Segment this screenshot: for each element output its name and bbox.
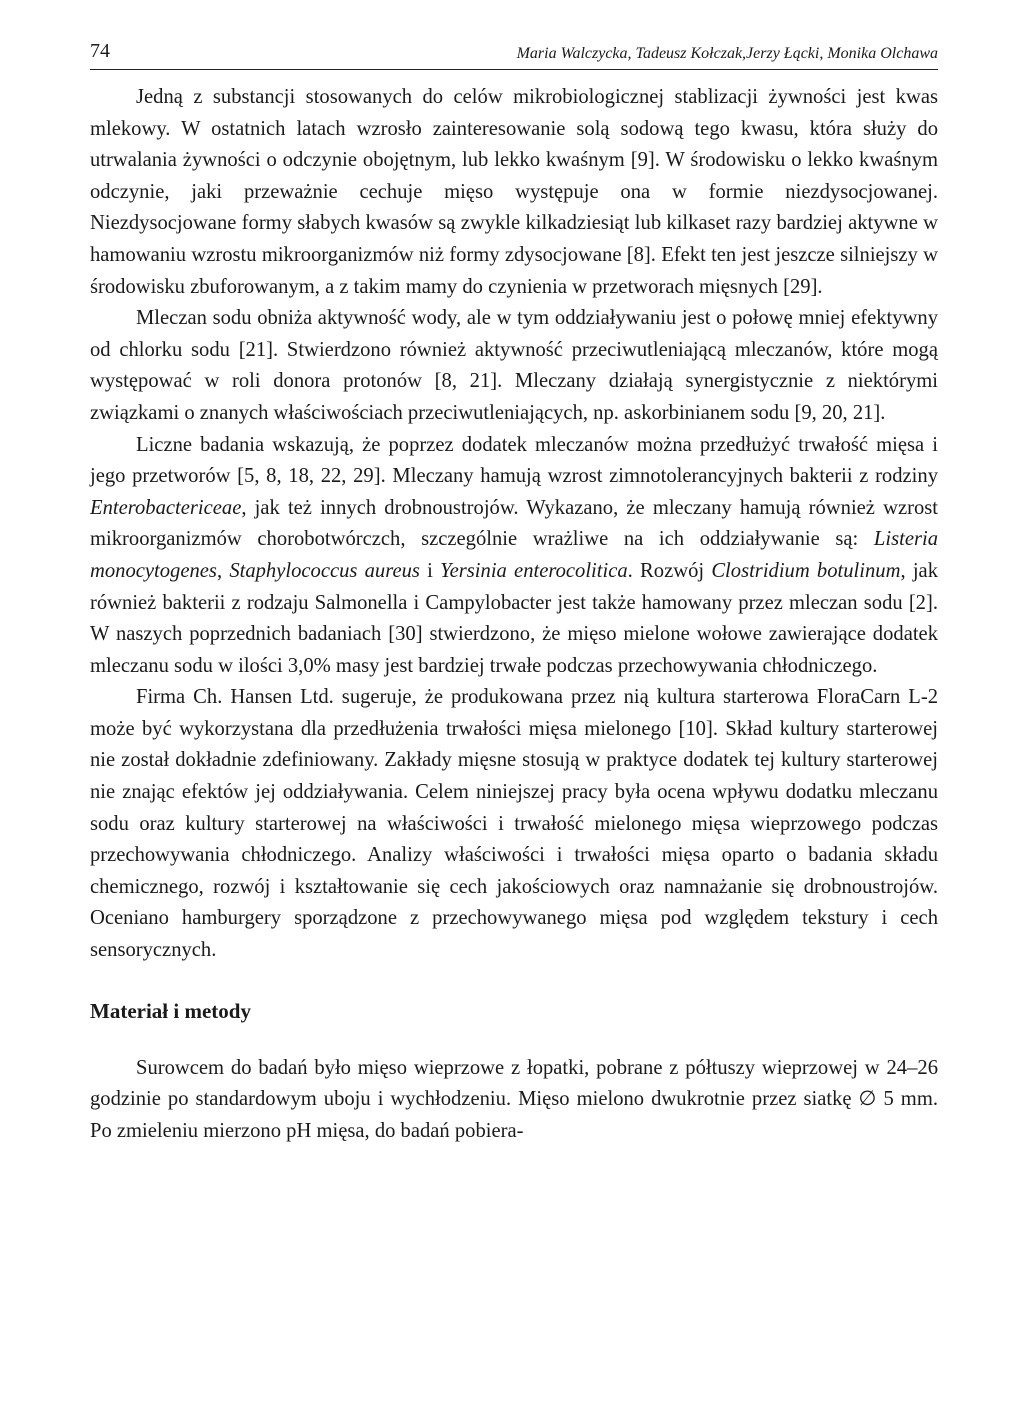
species-name: Staphylococcus aureus [229,559,420,582]
paragraph-2: Mleczan sodu obniża aktywność wody, ale w tym oddziaływaniu jest o połowę mniej efektywny od chlorku sodu [21]. Stwierdzono również aktywność przeciwutleniającą mleczanów, które mogą występować w roli donora protonów [8, 21]. Mleczany działają synergistycznie z niektórymi związkami o znanych właściwościach przeciwutleniających, np. askorbinianem sodu [9, 20, 21]. [90,307,938,424]
running-head: Maria Walczycka, Tadeusz Kołczak,Jerzy Łącki, Monika Olchawa [516,45,938,62]
paragraph-3 [90,430,938,683]
page [90,40,938,1147]
section-paragraph: Surowcem do badań było mięso wieprzowe z łopatki, pobrane z półtuszy wieprzowej w 24–26 godzinie po standardowym uboju i wychłodzeniu. Mięso mielono dwukrotnie przez siatkę ∅ 5 mm. Po zmieleniu mierzono pH mięsa, do badań pobiera- [90,1056,938,1142]
page-header [90,40,938,70]
species-name: Clostridium botulinum [711,559,901,582]
species-name: Yersinia enterocolitica [440,559,628,582]
section-heading: Materiał i metody [90,998,251,1023]
text-segment: , jak też innych drobnoustrojów. Wykazano, że mleczany hamują również wzrost mikroorganizmów chorobotwórczch, szczególnie wrażliwe na ich oddziaływanie są: [90,496,938,551]
text-segment: , jak również bakterii z rodzaju Salmonella i Campylobacter jest także hamowany przez mleczan sodu [2]. W naszych poprzednich badaniach [30] stwierdzono, że mięso mielone wołowe zawierające dodatek mleczanu sodu w ilości 3,0% masy jest bardziej trwałe podczas przechowywania chłodniczego. [90,559,938,677]
text-segment: i [419,559,441,582]
species-name: Enterobactericeae [90,496,242,519]
text-segment: Liczne badania wskazują, że poprzez dodatek mleczanów można przedłużyć trwałość mięsa i jego przetworów [5, 8, 18, 22, 29]. Mleczany hamują wzrost zimnotolerancyjnych bakterii z rodziny [90,433,938,488]
species-name: Listeria monocytogenes [90,528,938,582]
paragraph-4: Firma Ch. Hansen Ltd. sugeruje, że produkowana przez nią kultura starterowa FloraCarn L-2 może być wykorzystana dla przedłużenia trwałości mięsa mielonego [10]. Skład kultury starterowej nie został dokładnie zdefiniowany. Zakłady mięsne stosują w praktyce dodatek tej kultury starterowej nie znając efektów jej oddziaływania. Celem niniejszej pracy była ocena wpływu dodatku mleczanu sodu oraz kultury starterowej na właściwości i trwałość mielonego mięsa wieprzowego podczas przechowywania chłodniczego. Analizy właściwości i trwałości mięsa oparto o badania składu chemicznego, rozwój i kształtowanie się cech jakościowych oraz namnażanie się drobnoustrojów. Oceniano hamburgery sporządzone z przechowywanego mięsa pod względem tekstury i cech sensorycznych. [90,686,938,962]
text-segment: , [216,559,230,582]
paragraph-1: Jedną z substancji stosowanych do celów mikrobiologicznej stablizacji żywności jest kwas mlekowy. W ostatnich latach wzrosło zainteresowanie solą sodową tego kwasu, która służy do utrwalania żywności o odczynie obojętnym, lub lekko kwaśnym [9]. W środowisku o lekko kwaśnym odczynie, jaki przeważnie cechuje mięso występuje ona w formie niezdysocjowanej. Niezdysocjowane formy słabych kwasów są zwykle kilkadziesiąt lub kilkaset razy bardziej aktywne w hamowaniu wzrostu mikroorganizmów niż formy zdysocjowane [8]. Efekt ten jest jeszcze silniejszy w środowisku zbuforowanym, a z takim mamy do czynienia w przetworach mięsnych [29]. [90,86,938,298]
text-segment: . Rozwój [627,559,712,582]
page-number: 74 [90,40,110,62]
